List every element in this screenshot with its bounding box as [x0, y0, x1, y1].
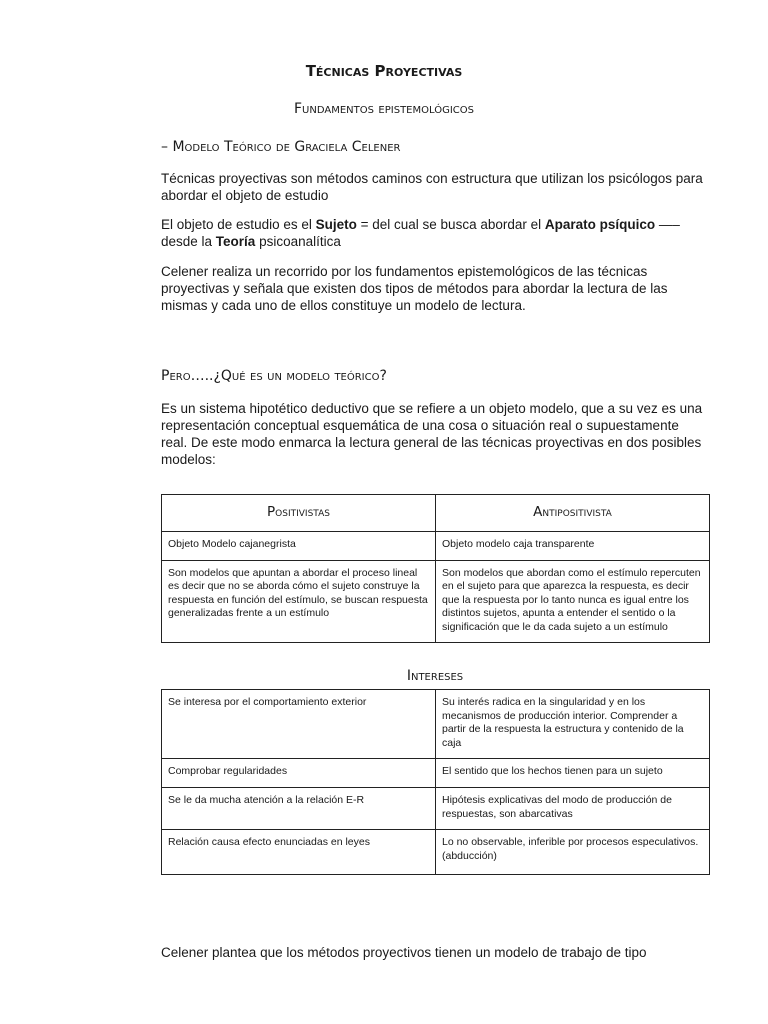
p2-text-e: —– desde la [161, 217, 680, 249]
table-cell: Son modelos que abordan como el estímulo repercuten en el sujeto para que aparezca la respuesta, es decir que la respuesta por lo tanto nunca es igual entre los distintos sujetos, apunta a entender el sentido o la significación que le da cada sujeto a un estímulo [436, 560, 710, 643]
paragraph-model: Es un sistema hipotético deductivo que se refiere a un objeto modelo, que a su vez es una representación conceptual esquemática de una cosa o situación real o supuestamente real. De este modo enmarca la lectura general de las técnicas proyectivas en dos posibles modelos: [161, 401, 703, 467]
interests-table [161, 689, 710, 875]
table-row [162, 532, 710, 561]
table-row [162, 690, 710, 759]
models-table [161, 494, 710, 643]
table-cell: Se interesa por el comportamiento exterior [162, 690, 436, 759]
table-cell: Lo no observable, inferible por procesos especulativos. (abducción) [436, 830, 710, 875]
table-cell: Objeto modelo caja transparente [436, 532, 710, 561]
paragraph-definition: Técnicas proyectivas son métodos caminos con estructura que utilizan los psicólogos para abordar el objeto de estudio [161, 171, 703, 203]
page-title: Técnicas Proyectivas [305, 62, 463, 80]
table-header-row [162, 495, 710, 532]
table-cell: Hipótesis explicativas del modo de producción de respuestas, son abarcativas [436, 788, 710, 830]
table-cell: Se le da mucha atención a la relación E-R [162, 788, 436, 830]
question-heading: Pero…..¿Qué es un modelo teórico? [161, 368, 387, 384]
p2-teoria: Teoría [215, 234, 256, 249]
p2-aparato: Aparato psíquico [544, 217, 656, 232]
page-subtitle: Fundamentos epistemológicos [294, 101, 474, 117]
p2-text-a: El objeto de estudio es el [161, 217, 316, 232]
paragraph-celener: Celener realiza un recorrido por los fundamentos epistemológicos de las técnicas proyectivas y señala que existen dos tipos de métodos para abordar la lectura de las mismas y cada uno de ellos constituye un modelo de lectura. [161, 264, 668, 313]
table-row [162, 759, 710, 788]
paragraph-closing: Celener plantea que los métodos proyectivos tienen un modelo de trabajo de tipo [161, 945, 647, 960]
table-cell: Comprobar regularidades [162, 759, 436, 788]
paragraph-object-of-study [161, 216, 706, 250]
p2-text-g: psicoanalítica [255, 234, 341, 249]
table-cell: Son modelos que apuntan a abordar el proceso lineal es decir que no se aborda cómo el sujeto construye la respuesta en función del estímulo, se buscan respuesta generalizadas frente a un estímulo [162, 560, 436, 643]
table-row [162, 788, 710, 830]
section-heading: – Modelo Teórico de Graciela Celener [161, 139, 401, 155]
table-cell: Su interés radica en la singularidad y en los mecanismos de producción interior. Comprender a partir de la respuesta la estructura y contenido de la caja [436, 690, 710, 759]
table-cell: Relación causa efecto enunciadas en leyes [162, 830, 436, 875]
table-row [162, 560, 710, 643]
table-cell: El sentido que los hechos tienen para un sujeto [436, 759, 710, 788]
table-row [162, 830, 710, 875]
table-cell: Objeto Modelo cajanegrista [162, 532, 436, 561]
header-positivistas: Positivistas [162, 495, 436, 532]
p2-text-c: = del cual se busca abordar el [356, 217, 545, 232]
p2-sujeto: Sujeto [315, 217, 357, 232]
header-antipositivista: Antipositivista [436, 495, 710, 532]
intereses-heading: Intereses [406, 668, 464, 684]
